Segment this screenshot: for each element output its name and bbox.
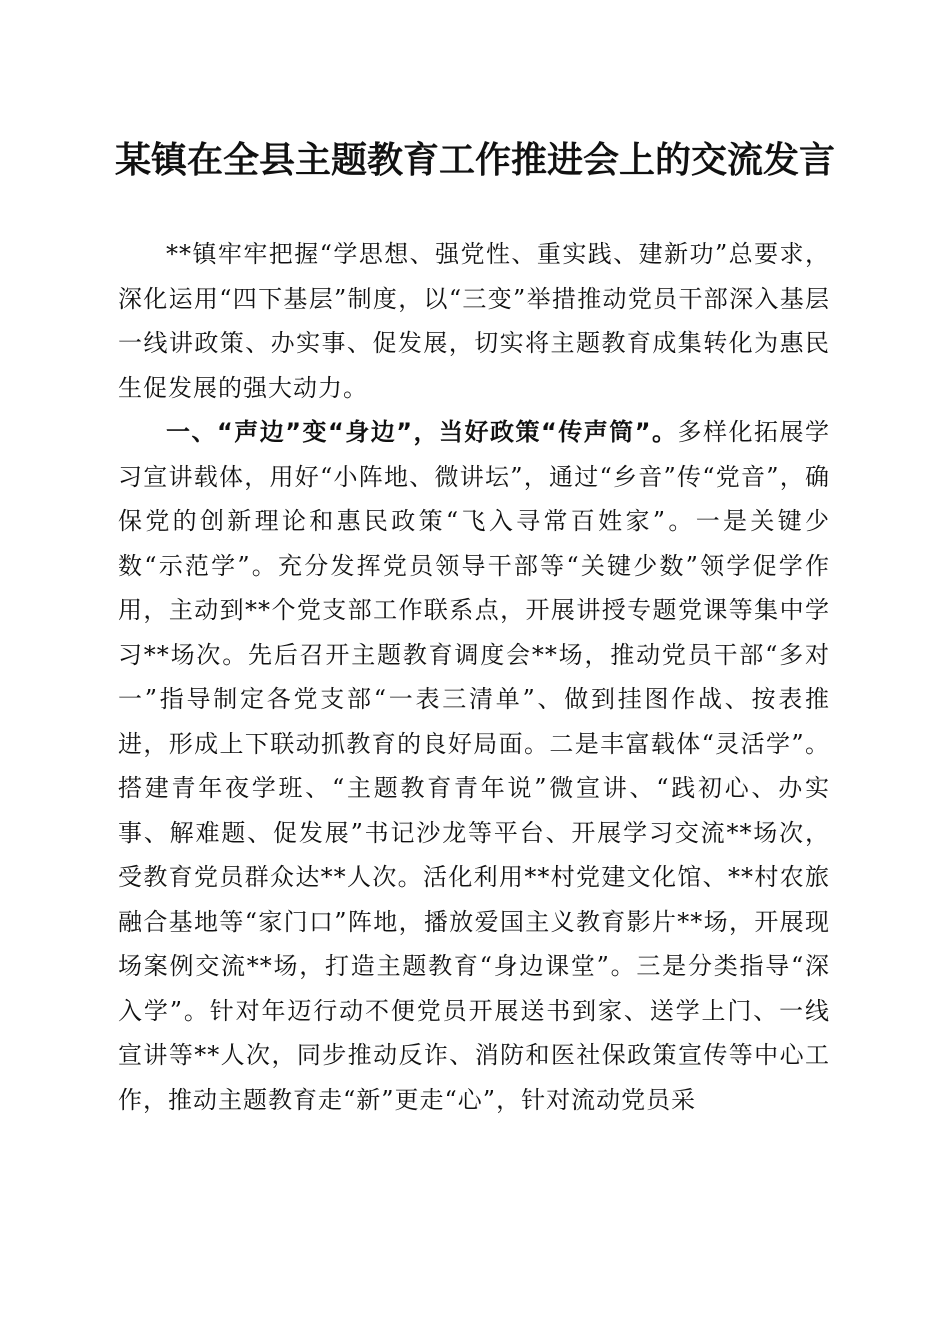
intro-paragraph: **镇牢牢把握“学思想、强党性、重实践、建新功”总要求，深化运用“四下基层”制度，以“三变”举措推动党员干部深入基层一线讲政策、办实事、促发展，切实将主题教育成集转化为惠民生促发展的强大动力。 [118,240,830,402]
document-title: 某镇在全县主题教育工作推进会上的交流发言 [114,139,835,181]
document-body [118,232,830,1122]
section-1-heading: 一、“声边”变“身边”，当好政策“传声筒”。 [166,418,678,446]
section-1-body: 多样化拓展学习宣讲载体，用好“小阵地、微讲坛”，通过“乡音”传“党音”，确保党的创新理论和惠民政策“飞入寻常百姓家”。一是关键少数“示范学”。充分发挥党员领导干部等“关键少数”领学促学作用，主动到**个党支部工作联系点，开展讲授专题党课等集中学习**场次。先后召开主题教育调度会**场，推动党员干部“多对一”指导制定各党支部“一表三清单”、做到挂图作战、按表推进，形成上下联动抓教育的良好局面。二是丰富载体“灵活学”。搭建青年夜学班、“主题教育青年说”微宣讲、“践初心、办实事、解难题、促发展”书记沙龙等平台、开展学习交流**场次，受教育党员群众达**人次。活化利用**村党建文化馆、**村农旅融合基地等“家门口”阵地，播放爱国主义教育影片**场，开展现场案例交流**场，打造主题教育“身边课堂”。三是分类指导“深入学”。针对年迈行动不便党员开展送书到家、送学上门、一线宣讲等**人次，同步推动反诈、消防和医社保政策宣传等中心工作，推动主题教育走“新”更走“心”，针对流动党员采 [118,418,831,1114]
section-1-paragraph [118,410,830,1122]
